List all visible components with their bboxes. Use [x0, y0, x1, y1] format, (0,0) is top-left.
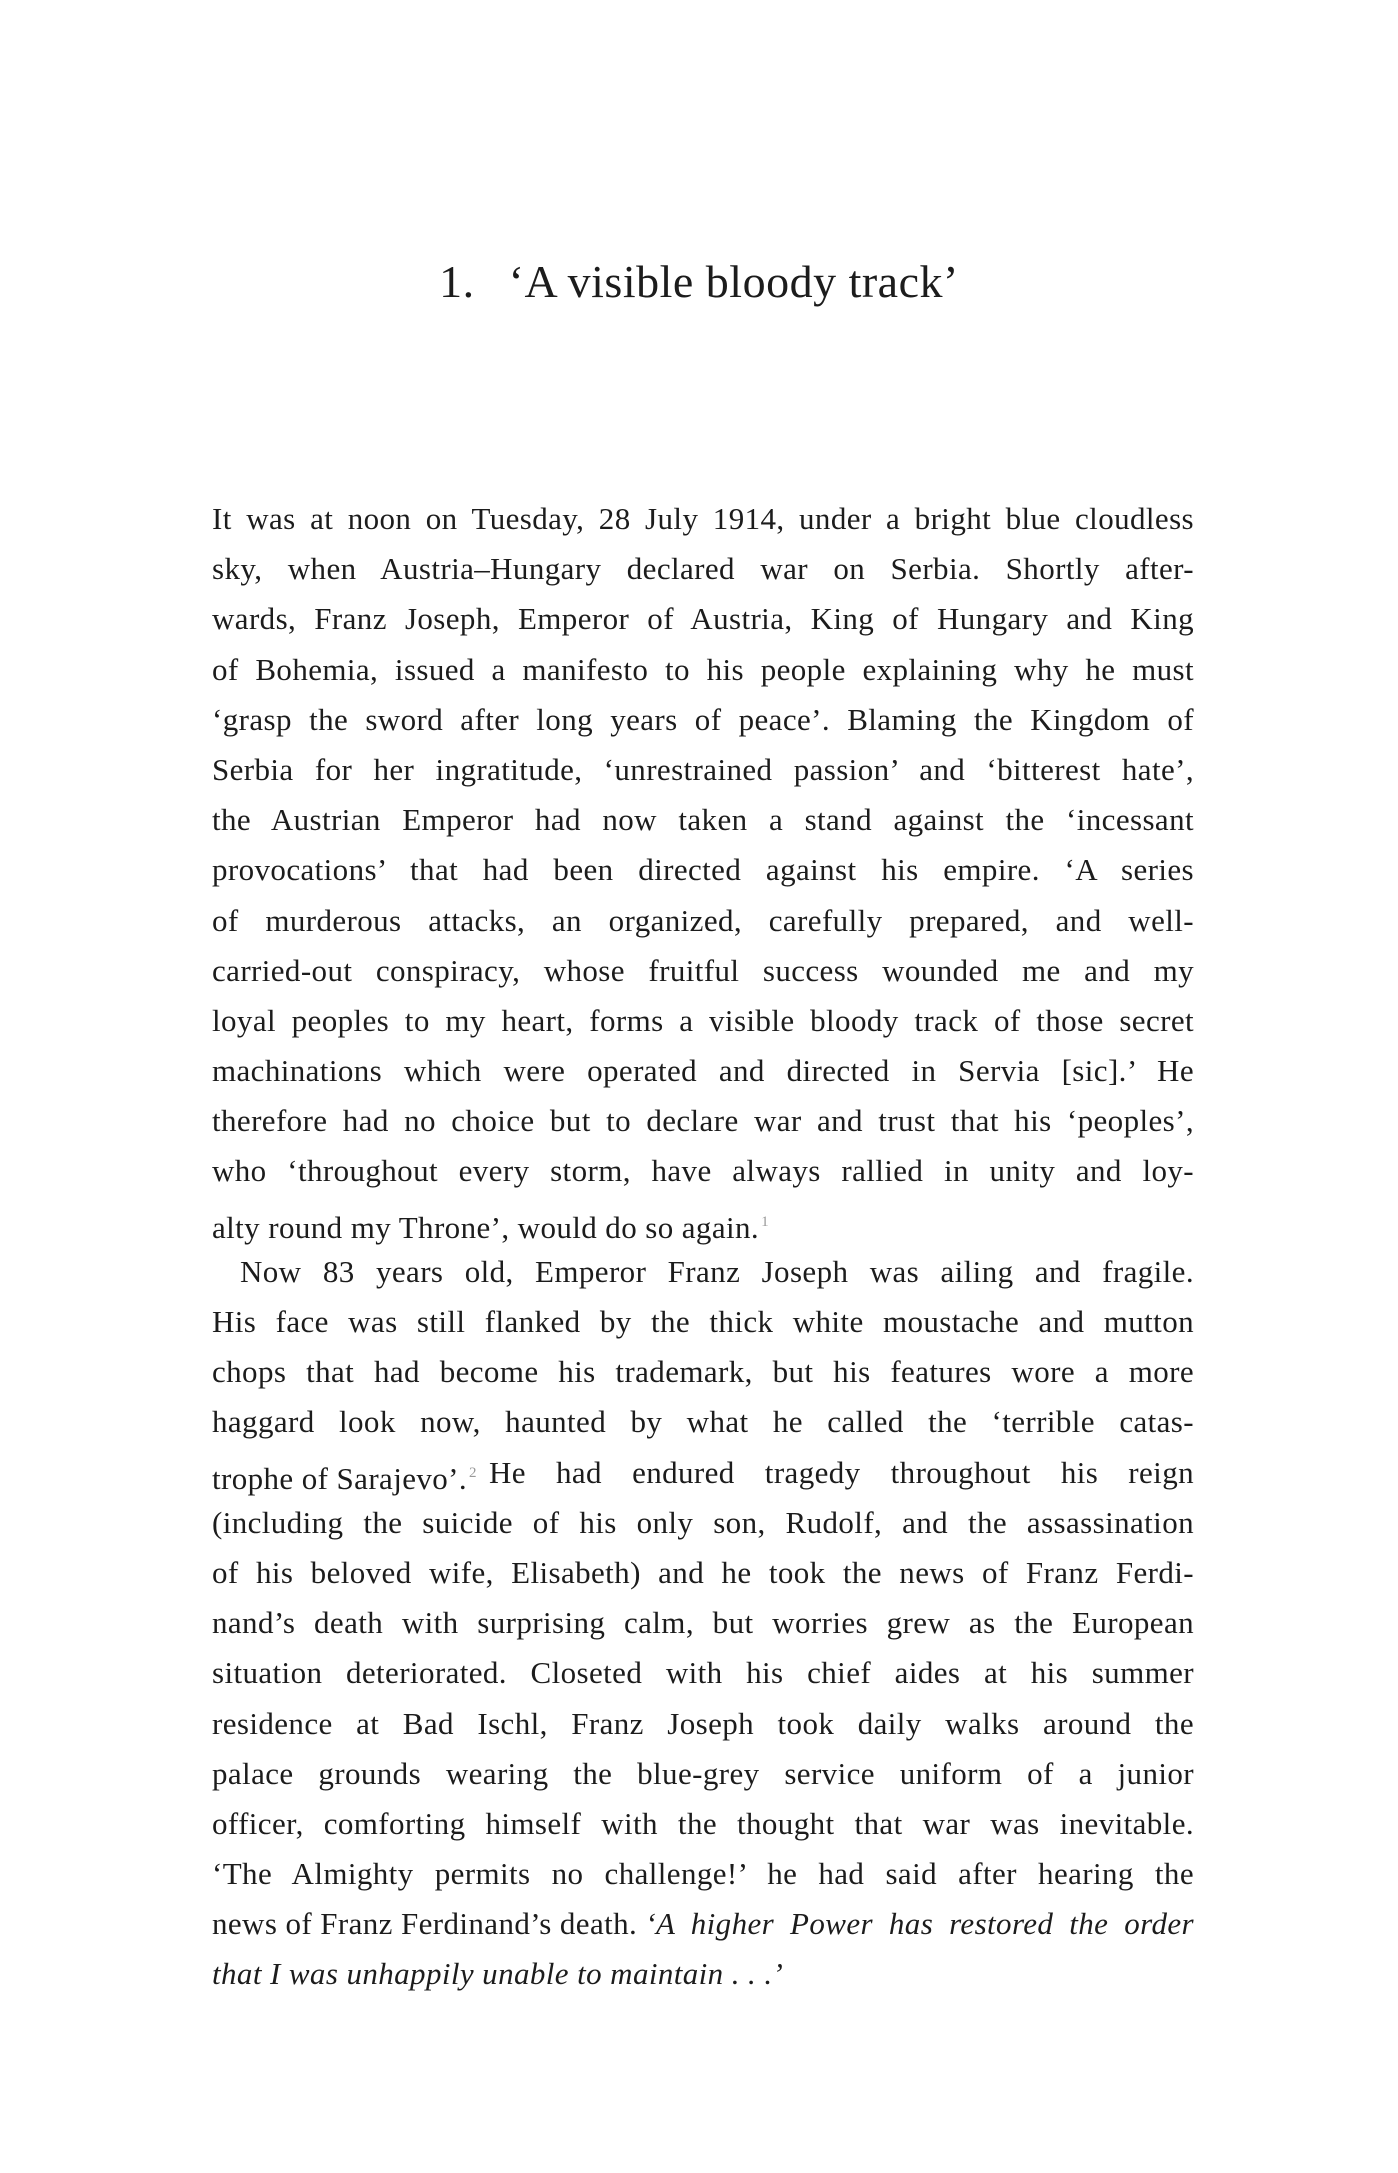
text-span: news of Franz Ferdinand’s death. [212, 1906, 646, 1942]
text-line: ‘The Almighty permits no challenge!’ he had said after hearing the [212, 1856, 1194, 1892]
text-line: ‘grasp the sword after long years of peace’. Blaming the Kingdom of [212, 701, 1194, 737]
text-line [212, 1899, 1194, 1949]
text-span: alty round my Throne’, would do so again. [212, 1209, 760, 1245]
text-line [212, 1949, 1194, 1999]
text-line: the Austrian Emperor had now taken a stand against the ‘incessant [212, 802, 1194, 838]
text-line: wards, Franz Joseph, Emperor of Austria, King of Hungary and King [212, 601, 1194, 637]
text-line [212, 1197, 1194, 1247]
text-line: carried-out conspiracy, whose fruitful success wounded me and my [212, 952, 1194, 988]
body-text [212, 494, 1194, 2000]
text-line: therefore had no choice but to declare war and trust that his ‘peoples’, [212, 1103, 1194, 1139]
footnote-marker[interactable]: 2 [469, 1464, 477, 1481]
text-line: who ‘throughout every storm, have always rallied in unity and loy- [212, 1153, 1194, 1189]
text-line: residence at Bad Ischl, Franz Joseph took daily walks around the [212, 1705, 1194, 1741]
italic-quote: that I was unhappily unable to maintain . . .’ [212, 1956, 784, 1992]
text-span: trophe of Sarajevo’. [212, 1460, 468, 1496]
text-line: loyal peoples to my heart, forms a visible bloody track of those secret [212, 1002, 1194, 1038]
text-line: His face was still flanked by the thick white moustache and mutton [212, 1304, 1194, 1339]
text-line: It was at noon on Tuesday, 28 July 1914, under a bright blue cloudless [212, 501, 1194, 536]
text-line: machinations which were operated and directed in Servia [sic].’ He [212, 1053, 1194, 1089]
italic-quote: ‘A higher Power has restored the order [645, 1906, 1194, 1942]
footnote-marker[interactable]: 1 [761, 1213, 769, 1230]
text-line [212, 1448, 1194, 1498]
text-line: situation deteriorated. Closeted with his chief aides at his summer [212, 1655, 1194, 1691]
text-line: Serbia for her ingratitude, ‘unrestrained passion’ and ‘bitterest hate’, [212, 751, 1194, 787]
chapter-title: ‘A visible bloody track’ [508, 256, 959, 307]
text-line: nand’s death with surprising calm, but worries grew as the European [212, 1605, 1194, 1641]
text-line: sky, when Austria–Hungary declared war on Serbia. Shortly after- [212, 551, 1194, 587]
text-line: palace grounds wearing the blue-grey service uniform of a junior [212, 1755, 1194, 1791]
text-line: haggard look now, haunted by what he called the ‘terrible catas- [212, 1404, 1194, 1440]
text-line: (including the suicide of his only son, Rudolf, and the assassination [212, 1504, 1194, 1540]
chapter-number: 1. [439, 256, 475, 307]
text-line: officer, comforting himself with the thought that war was inevitable. [212, 1805, 1194, 1841]
text-line: chops that had become his trademark, but his features wore a more [212, 1354, 1194, 1390]
text-line: of murderous attacks, an organized, carefully prepared, and well- [212, 902, 1194, 938]
text-line: Now 83 years old, Emperor Franz Joseph was ailing and fragile. [240, 1253, 1194, 1289]
text-line: of his beloved wife, Elisabeth) and he took the news of Franz Ferdi- [212, 1554, 1194, 1590]
text-line: provocations’ that had been directed against his empire. ‘A series [212, 852, 1194, 888]
chapter-heading [0, 255, 1398, 308]
text-span: He had endured tragedy throughout his reign [488, 1454, 1194, 1490]
text-line: of Bohemia, issued a manifesto to his people explaining why he must [212, 651, 1194, 687]
